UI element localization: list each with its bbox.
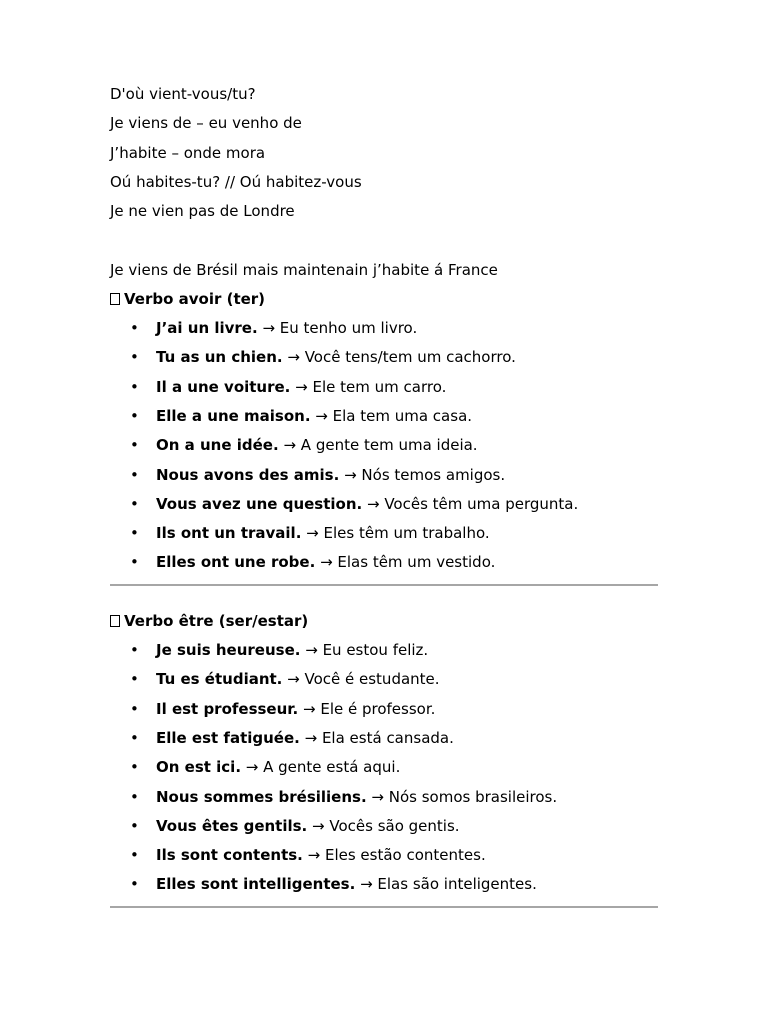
list-item-text <box>156 553 495 571</box>
portuguese-translation: → Eu estou feliz. <box>300 641 429 659</box>
french-phrase: Elles ont une robe. <box>156 553 316 571</box>
section-heading-text: Verbo être (ser/estar) <box>124 612 309 630</box>
french-phrase: On est ici. <box>156 758 242 776</box>
list-item-text <box>156 729 454 747</box>
bullet-icon: • <box>130 817 139 835</box>
portuguese-translation: → Eles têm um trabalho. <box>301 524 490 542</box>
intro-line: J’habite – onde mora <box>110 144 266 162</box>
missing-glyph-icon <box>110 293 120 305</box>
horizontal-rule <box>110 584 658 586</box>
french-phrase: Tu as un chien. <box>156 348 283 366</box>
portuguese-translation: → Elas são inteligentes. <box>355 875 537 893</box>
intro-line: Je ne vien pas de Londre <box>110 202 295 220</box>
french-phrase: Je suis heureuse. <box>156 641 301 659</box>
french-phrase: Elles sont intelligentes. <box>156 875 356 893</box>
list-item-text <box>156 407 472 425</box>
bullet-icon: • <box>130 466 139 484</box>
list-item-text <box>156 348 516 366</box>
french-phrase: Vous êtes gentils. <box>156 817 308 835</box>
list-item-text <box>156 466 505 484</box>
portuguese-translation: → Eu tenho um livro. <box>257 319 418 337</box>
french-phrase: J’ai un livre. <box>156 319 258 337</box>
portuguese-translation: → Nós temos amigos. <box>339 466 506 484</box>
bullet-icon: • <box>130 700 139 718</box>
french-phrase: Tu es étudiant. <box>156 670 283 688</box>
portuguese-translation: → Nós somos brasileiros. <box>366 788 558 806</box>
french-phrase: Il est professeur. <box>156 700 299 718</box>
section-heading-text: Verbo avoir (ter) <box>124 290 266 308</box>
bullet-icon: • <box>130 553 139 571</box>
missing-glyph-icon <box>110 615 120 627</box>
bullet-icon: • <box>130 378 139 396</box>
portuguese-translation: → Eles estão contentes. <box>302 846 486 864</box>
list-item-text <box>156 817 460 835</box>
portuguese-translation: → Vocês têm uma pergunta. <box>362 495 579 513</box>
section-heading <box>110 612 308 630</box>
bullet-icon: • <box>130 758 139 776</box>
list-item-text <box>156 875 537 893</box>
intro-line: Je viens de – eu venho de <box>110 114 302 132</box>
list-item-text <box>156 670 440 688</box>
section-heading <box>110 290 265 308</box>
list-item-text <box>156 495 578 513</box>
portuguese-translation: → A gente tem uma ideia. <box>278 436 478 454</box>
portuguese-translation: → Ele é professor. <box>298 700 436 718</box>
bullet-icon: • <box>130 348 139 366</box>
list-item-text <box>156 758 400 776</box>
portuguese-translation: → Ela está cansada. <box>299 729 454 747</box>
horizontal-rule <box>110 906 658 908</box>
portuguese-translation: → A gente está aqui. <box>241 758 401 776</box>
bullet-icon: • <box>130 524 139 542</box>
list-item-text <box>156 319 417 337</box>
list-item-text <box>156 378 446 396</box>
french-phrase: On a une idée. <box>156 436 279 454</box>
bullet-icon: • <box>130 788 139 806</box>
list-item-text <box>156 846 486 864</box>
bullet-icon: • <box>130 875 139 893</box>
list-item-text <box>156 700 435 718</box>
list-item-text <box>156 641 428 659</box>
bullet-icon: • <box>130 436 139 454</box>
bullet-icon: • <box>130 319 139 337</box>
list-item-text <box>156 524 490 542</box>
french-phrase: Elle est fatiguée. <box>156 729 300 747</box>
bullet-icon: • <box>130 846 139 864</box>
french-phrase: Ils ont un travail. <box>156 524 302 542</box>
portuguese-translation: → Ele tem um carro. <box>290 378 447 396</box>
portuguese-translation: → Ela tem uma casa. <box>310 407 473 425</box>
bullet-icon: • <box>130 729 139 747</box>
french-phrase: Ils sont contents. <box>156 846 303 864</box>
intro-line: Je viens de Brésil mais maintenain j’habite á France <box>110 261 498 279</box>
list-item-text <box>156 788 557 806</box>
french-phrase: Nous sommes brésiliens. <box>156 788 367 806</box>
french-phrase: Il a une voiture. <box>156 378 291 396</box>
bullet-icon: • <box>130 495 139 513</box>
list-item-text <box>156 436 478 454</box>
portuguese-translation: → Você é estudante. <box>282 670 440 688</box>
bullet-icon: • <box>130 641 139 659</box>
french-phrase: Elle a une maison. <box>156 407 311 425</box>
intro-line: Oú habites-tu? // Oú habitez-vous <box>110 173 362 191</box>
french-phrase: Vous avez une question. <box>156 495 363 513</box>
portuguese-translation: → Você tens/tem um cachorro. <box>282 348 516 366</box>
portuguese-translation: → Vocês são gentis. <box>307 817 460 835</box>
portuguese-translation: → Elas têm um vestido. <box>315 553 496 571</box>
intro-line: D'où vient-vous/tu? <box>110 85 256 103</box>
bullet-icon: • <box>130 407 139 425</box>
french-phrase: Nous avons des amis. <box>156 466 340 484</box>
bullet-icon: • <box>130 670 139 688</box>
